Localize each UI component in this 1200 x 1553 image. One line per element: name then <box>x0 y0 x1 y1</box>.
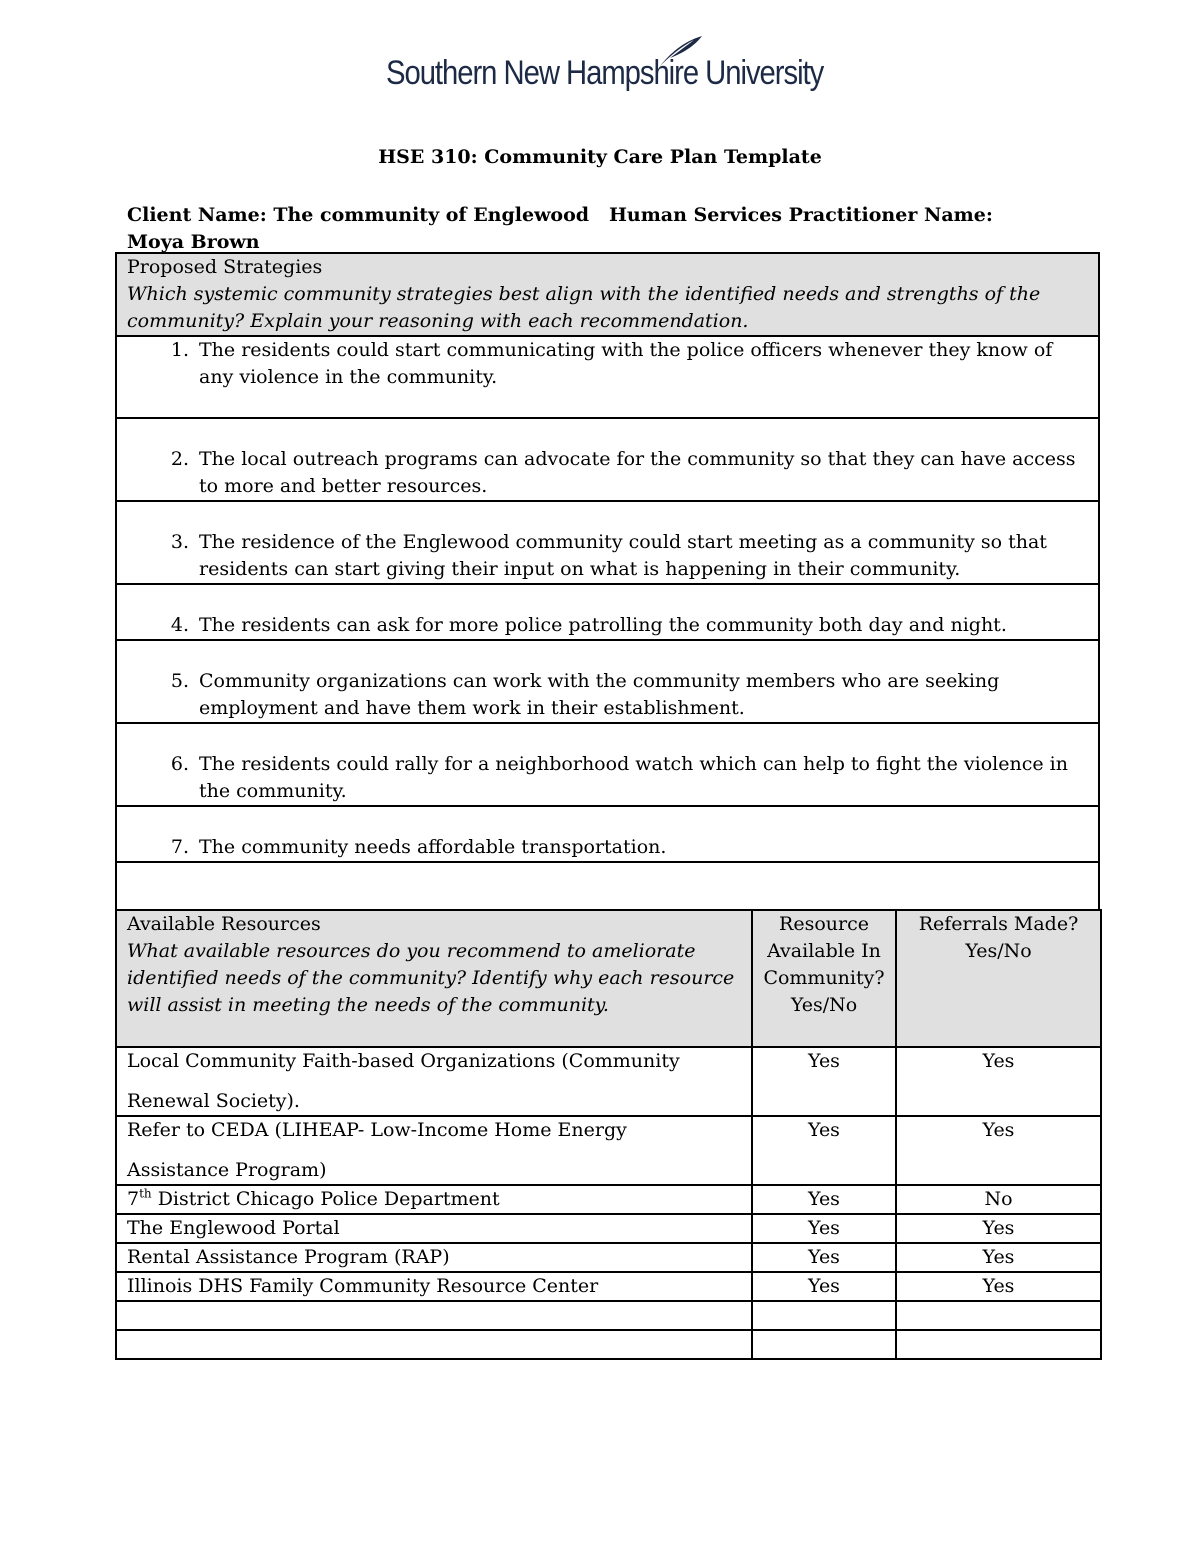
list-number: 7. <box>170 836 189 858</box>
resource-available: Yes <box>752 1243 896 1272</box>
empty-cell <box>752 1301 896 1330</box>
table-row <box>116 1116 1101 1185</box>
quill-icon <box>656 34 706 68</box>
strategy-cell <box>116 418 1099 501</box>
empty-cell <box>116 1330 752 1359</box>
referral-column-header: Referrals Made? Yes/No <box>896 910 1101 1047</box>
list-item <box>127 668 1098 722</box>
resource-name <box>116 1047 752 1116</box>
list-item <box>127 834 1098 861</box>
practitioner-name: Human Services Practitioner Name: Moya Brown <box>127 204 993 253</box>
list-text: The residents could start communicating with the police officers whenever they know of any violence in the community. <box>199 339 1053 388</box>
list-item <box>127 337 1098 391</box>
list-text: The residents could rally for a neighborhood watch which can help to fight the violence in the community. <box>199 753 1068 802</box>
strategy-cell <box>116 501 1099 584</box>
resource-available: Yes <box>752 1185 896 1214</box>
list-text: The local outreach programs can advocate for the community so that they can have access to more and better resources. <box>199 448 1076 497</box>
client-line <box>127 202 1037 256</box>
list-text: The community needs affordable transportation. <box>199 836 667 858</box>
resource-name-suffix: th <box>139 1186 152 1201</box>
resources-heading: Available Resources <box>127 913 321 935</box>
available-column-header: Resource Available In Community? Yes/No <box>752 910 896 1047</box>
resources-header <box>116 910 752 1047</box>
resources-table <box>115 909 1102 1360</box>
table-row <box>116 1243 1101 1272</box>
document-title: HSE 310: Community Care Plan Template <box>378 146 822 168</box>
strategy-cell <box>116 806 1099 862</box>
list-text: The residents can ask for more police patrolling the community both day and night. <box>199 614 1007 636</box>
strategies-prompt: Which systemic community strategies best align with the identified needs and strengths of the community? Explain your reasoning with each recommendation. <box>127 283 1041 332</box>
referral-made: Yes <box>896 1272 1101 1301</box>
list-number: 6. <box>170 753 189 775</box>
list-text: Community organizations can work with the community members who are seeking employment and have them work in their establishment. <box>199 670 1000 719</box>
strategy-cell <box>116 336 1099 418</box>
table-row <box>116 1272 1101 1301</box>
strategy-cell <box>116 584 1099 640</box>
table-row <box>116 1301 1101 1330</box>
list-item <box>127 751 1098 805</box>
strategies-table <box>115 252 1100 918</box>
referral-made: No <box>896 1185 1101 1214</box>
list-number: 5. <box>170 670 189 692</box>
empty-cell <box>896 1301 1101 1330</box>
resource-name <box>116 1185 752 1214</box>
empty-cell <box>896 1330 1101 1359</box>
empty-cell <box>116 1301 752 1330</box>
list-number: 4. <box>170 614 189 636</box>
list-number: 1. <box>170 339 189 361</box>
strategies-header <box>116 253 1099 336</box>
resource-name <box>116 1116 752 1185</box>
table-row <box>116 1047 1101 1116</box>
list-item <box>127 529 1098 583</box>
resource-name: Illinois DHS Family Community Resource Center <box>116 1272 752 1301</box>
resource-name-line1: Refer to CEDA (LIHEAP- Low-Income Home Energy <box>127 1119 627 1141</box>
resource-available: Yes <box>752 1272 896 1301</box>
resource-name-line2: Renewal Society). <box>127 1090 300 1112</box>
strategy-cell <box>116 640 1099 723</box>
table-row <box>116 1330 1101 1359</box>
list-item <box>127 446 1098 500</box>
resource-name-line2: Assistance Program) <box>127 1159 327 1181</box>
list-number: 2. <box>170 448 189 470</box>
resource-available: Yes <box>752 1214 896 1243</box>
resource-name: The Englewood Portal <box>116 1214 752 1243</box>
resource-name-text: District Chicago Police Department <box>151 1188 500 1210</box>
strategies-heading: Proposed Strategies <box>127 256 323 278</box>
university-logo <box>386 34 824 104</box>
resource-name-number: 7 <box>127 1188 140 1210</box>
logo-wordmark: Southern New Hampshire University <box>386 54 824 92</box>
list-text: The residence of the Englewood community could start meeting as a community so that residents can start giving their input on what is happening in their community. <box>199 531 1047 580</box>
client-name: Client Name: The community of Englewood <box>127 204 590 226</box>
referral-made: Yes <box>896 1116 1101 1185</box>
referral-made: Yes <box>896 1243 1101 1272</box>
resource-available: Yes <box>752 1116 896 1185</box>
referral-made: Yes <box>896 1214 1101 1243</box>
list-number: 3. <box>170 531 189 553</box>
empty-cell <box>752 1330 896 1359</box>
resource-available: Yes <box>752 1047 896 1116</box>
table-row <box>116 1185 1101 1214</box>
resources-prompt: What available resources do you recommend to ameliorate identified needs of the community? Identify why each resource will assist in meeting the needs of the community. <box>127 940 735 1016</box>
resource-name-line1: Local Community Faith-based Organizations (Community <box>127 1050 680 1072</box>
table-row <box>116 1214 1101 1243</box>
resource-name: Rental Assistance Program (RAP) <box>116 1243 752 1272</box>
referral-made: Yes <box>896 1047 1101 1116</box>
list-item <box>127 612 1098 639</box>
strategy-cell <box>116 723 1099 806</box>
